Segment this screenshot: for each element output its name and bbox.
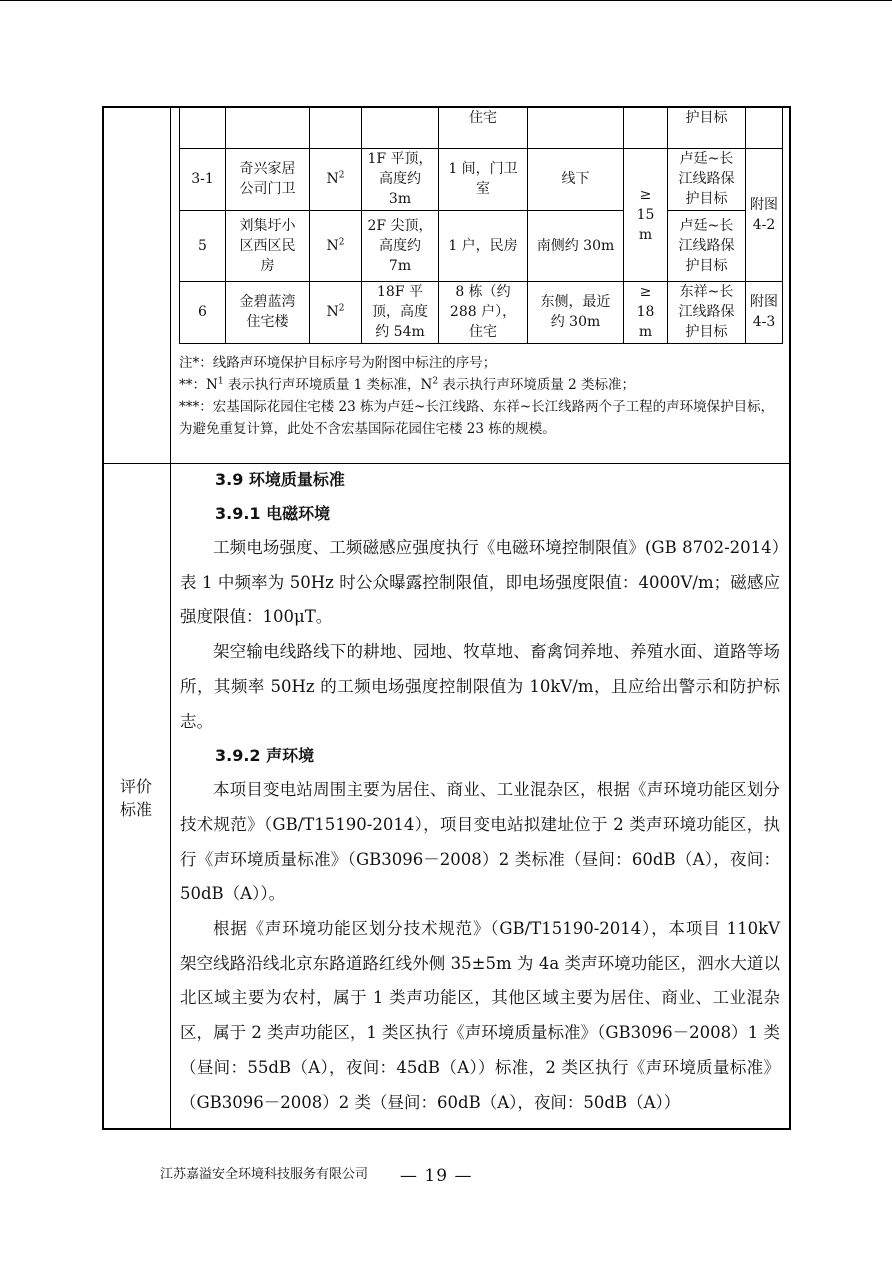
table-cell: 1 间，门卫 室	[439, 148, 528, 210]
table-cell: 线下	[528, 148, 624, 210]
subsection-heading: 3.9.1 电磁环境	[215, 504, 331, 523]
table-row	[180, 210, 783, 281]
table-cell: 2F 尖顶， 高度约 7m	[362, 210, 439, 281]
paragraph: 架空输电线路线下的耕地、园地、牧草地、畜禽饲养地、养殖水面、道路等场所，其频率 50Hz 的工频电场强度控制限值为 10kV/m，且应给出警示和防护标志。	[180, 642, 780, 731]
table-cell: 刘集圩小 区西区民 房	[226, 210, 310, 281]
table-cell: 1F 平顶， 高度约 3m	[362, 148, 439, 210]
subsection-heading: 3.9.2 声环境	[215, 746, 315, 766]
table-cell: $N^2$	[310, 281, 362, 343]
footer-company: 江苏嘉溢安全环境科技服务有限公司	[160, 1167, 369, 1182]
table-cell: 住宅	[439, 108, 528, 148]
table-cell: 附图 4-2	[746, 148, 783, 281]
column-divider	[170, 106, 171, 1130]
top-border-line	[0, 0, 892, 1]
note-2: **：$N^1$ 表示执行声环境质量 1 类标准，$N^2$ 表示执行声环境质量 2 类标准；	[179, 376, 636, 393]
table-notes	[179, 352, 784, 440]
paragraph: 工频电场强度、工频磁感应强度执行《电磁环境控制限值》(GB 8702-2014）表 1 中频率为 50Hz 时公众曝露控制限值，即电场强度限值：4000V/m；磁感应强度限值：100μT。	[180, 538, 780, 627]
page-number: — 19 —	[400, 1166, 473, 1186]
section-heading: 3.9 环境质量标准	[215, 470, 345, 489]
table-cell: 1 户，民房	[439, 210, 528, 281]
table-cell: 附图 4-3	[746, 281, 783, 343]
paragraph: 本项目变电站周围主要为居住、商业、工业混杂区，根据《声环境功能区划分技术规范》（GB/T15190-2014），项目变电站拟建址位于 2 类声环境功能区，执行《声环境质量标准》（GB3096－2008）2 类标准（昼间：60dB（A），夜间：50dB（A））。	[180, 780, 780, 904]
table-cell: 奇兴家居 公司门卫	[226, 148, 310, 210]
table-cell: ≥ 15 m	[624, 148, 668, 281]
table-cell: 卢廷~长 江线路保 护目标	[668, 148, 746, 210]
table-cell: 卢廷~长 江线路保 护目标	[668, 210, 746, 281]
table-cell: 东祥~长 江线路保 护目标	[668, 281, 746, 343]
note-3: ***：宏基国际花园住宅楼 23 栋为卢廷~长江线路、东祥~长江线路两个子工程的声环境保护目标，为避免重复计算，此处不含宏基国际花园住宅楼 23 栋的规模。	[179, 399, 775, 437]
evaluation-standard-label: 评价 标准	[119, 777, 152, 819]
table-cell: 18F 平 顶，高度 约 54m	[362, 281, 439, 343]
paragraph: 根据《声环境功能区划分技术规范》（GB/T15190-2014），本项目 110kV 架空线路沿线北京东路道路红线外侧 35±5m 为 4a 类声环境功能区，泗水大道以北区域主要为农村，属于 1 类声功能区，其他区域主要为居住、商业、工业混杂区，属于 2 类声功能区，1 类区执行《声环境质量标准》（GB3096－2008）1 类（昼间：55dB（A），夜间：45dB（A））标准，2 类区执行《声环境质量标准》（GB3096－2008）2 类（昼间：60dB（A），夜间：50dB（A））	[180, 919, 780, 1112]
standards-section	[180, 463, 780, 1120]
table-cell: 3-1	[180, 148, 226, 210]
table-row	[180, 281, 783, 343]
table-cell: $N^2$	[310, 148, 362, 210]
noise-protection-targets-table	[179, 108, 783, 344]
table-cell: $N^2$	[310, 210, 362, 281]
note-1: 注*：线路声环境保护目标序号为附图中标注的序号；	[179, 355, 497, 371]
table-cell: ≥ 18 m	[624, 281, 668, 343]
table-cell: 金碧蓝湾 住宅楼	[226, 281, 310, 343]
table-cell: 5	[180, 210, 226, 281]
table-cell: 护目标	[668, 108, 746, 148]
table-cell: 6	[180, 281, 226, 343]
table-row	[180, 108, 783, 148]
table-row	[180, 148, 783, 210]
table-cell: 南侧约 30m	[528, 210, 624, 281]
table-cell: 东侧，最近 约 30m	[528, 281, 624, 343]
table-cell: 8 栋（约 288 户）， 住宅	[439, 281, 528, 343]
